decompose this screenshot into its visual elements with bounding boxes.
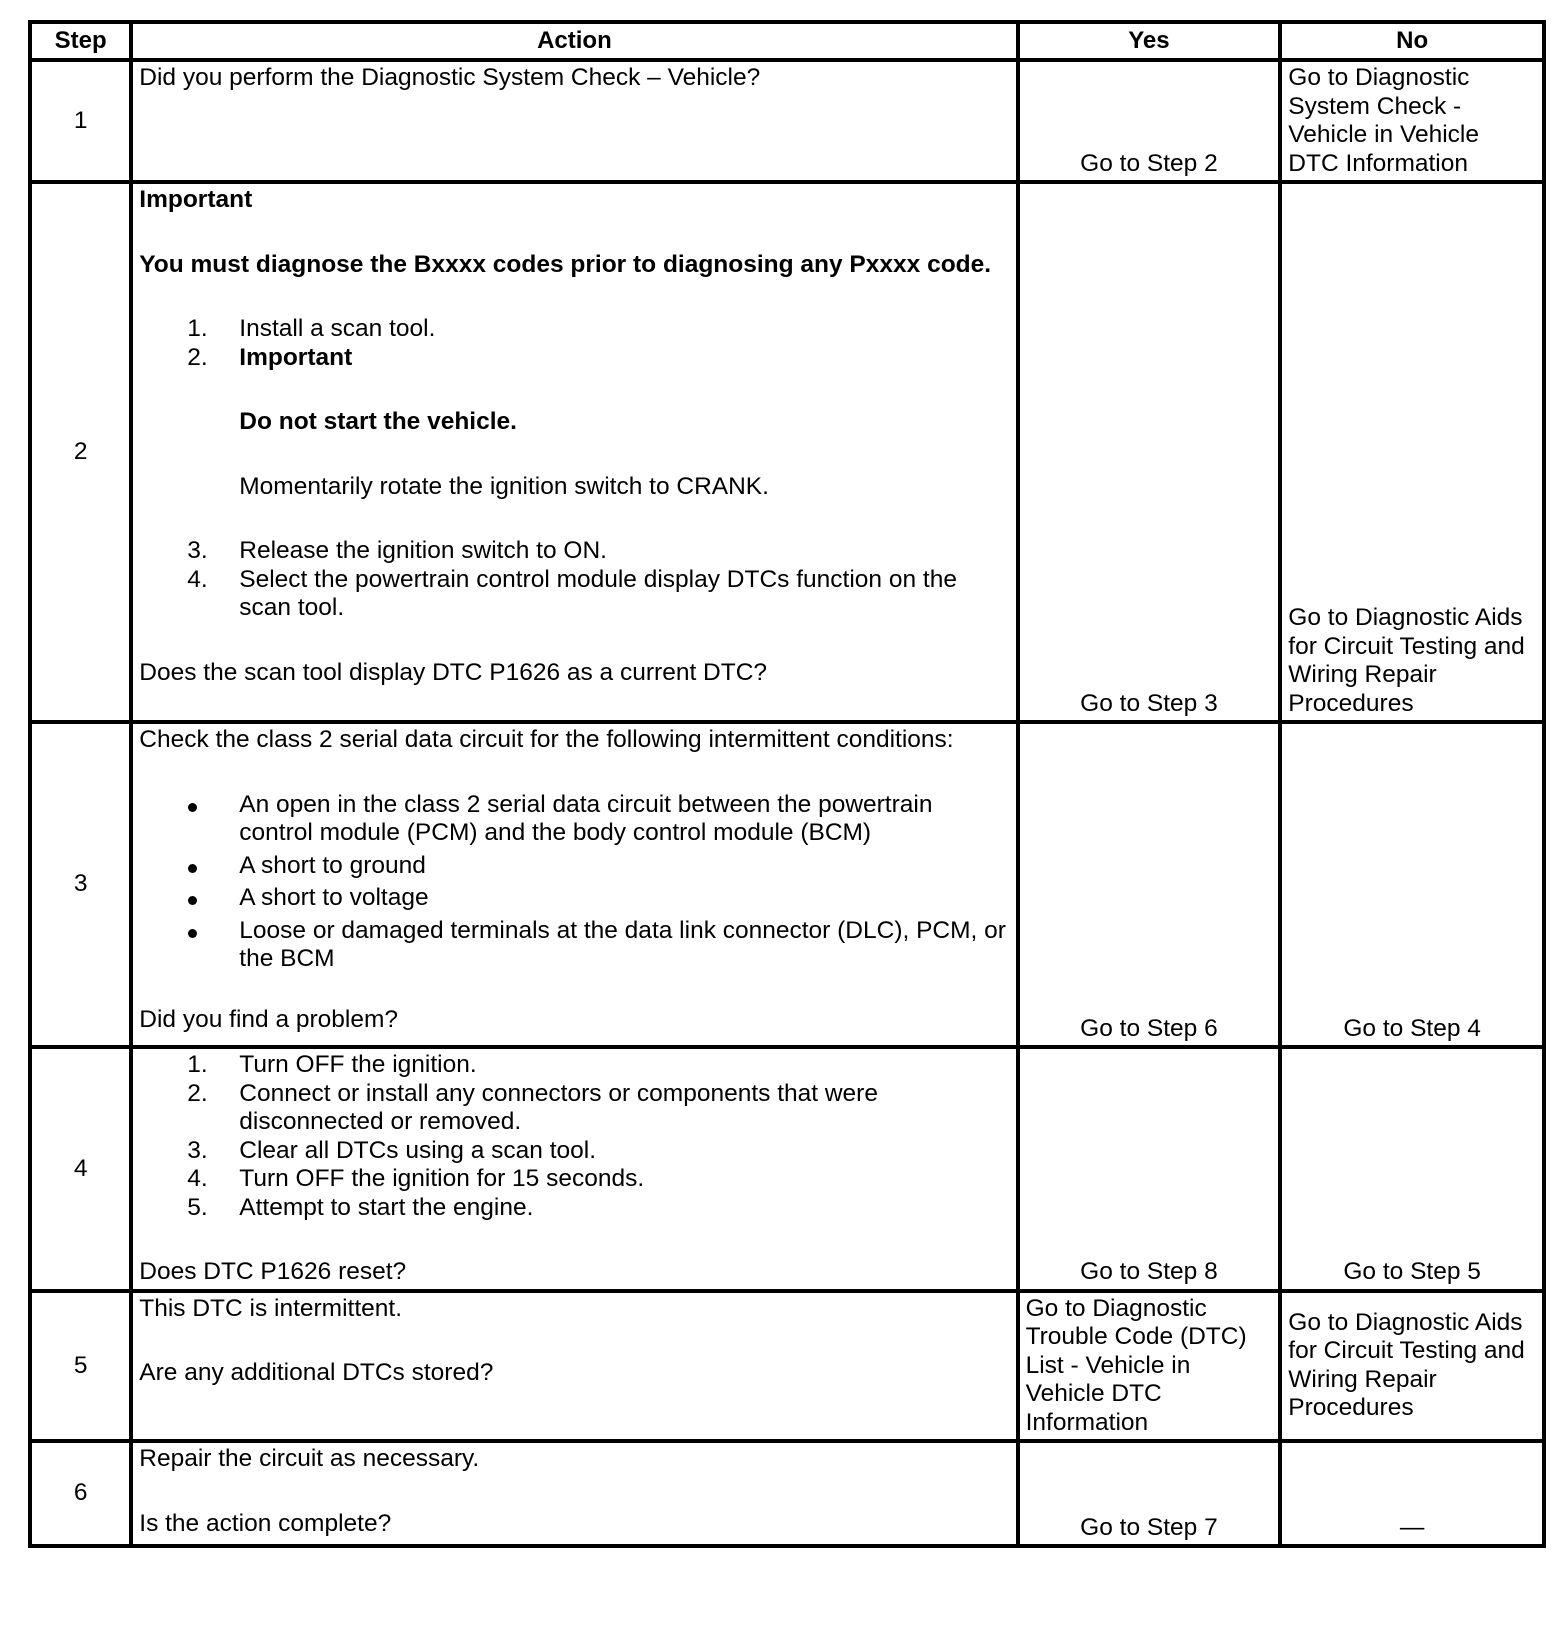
step-number: 1: [30, 60, 131, 182]
item-number: 5.: [187, 1193, 208, 1221]
list-item: [139, 791, 1009, 848]
item-text: Install a scan tool.: [239, 315, 436, 342]
header-no: No: [1280, 22, 1544, 60]
intro-text: Repair the circuit as necessary.: [139, 1445, 480, 1472]
bullet: [188, 929, 197, 938]
item-number: 2.: [187, 1079, 208, 1107]
item-number: 4.: [187, 1165, 208, 1192]
item-text: Release the ignition switch to ON.: [239, 537, 607, 564]
header-action: Action: [131, 22, 1017, 60]
no-cell: Go to Diagnostic Aids for Circuit Testing and Wiring Repair Procedures: [1280, 182, 1544, 722]
bullet: [188, 803, 197, 812]
table-row: [30, 60, 1544, 182]
item-text: Connect or install any connectors or components that were disconnected or removed.: [239, 1079, 878, 1135]
item-number: 1.: [187, 1051, 208, 1078]
table-row: [30, 722, 1544, 1047]
header-row: [30, 22, 1544, 60]
action-cell: [131, 182, 1017, 722]
important-text: You must diagnose the Bxxxx codes prior to diagnosing any Pxxxx code.: [139, 250, 992, 278]
action-cell: [131, 722, 1017, 1047]
yes-cell: Go to Step 2: [1018, 60, 1281, 182]
bullet: [188, 864, 197, 873]
list-item: [139, 315, 1009, 344]
table-row: [30, 1047, 1544, 1291]
no-cell: Go to Step 5: [1280, 1047, 1544, 1291]
action-cell: [131, 1441, 1017, 1546]
question-text: Did you find a problem?: [139, 1005, 399, 1033]
question-text: Does DTC P1626 reset?: [139, 1258, 407, 1285]
list-item: [139, 566, 1009, 623]
step-number: 4: [30, 1047, 131, 1291]
list-item: [139, 1137, 1009, 1166]
step-number: 6: [30, 1441, 131, 1546]
header-yes: Yes: [1018, 22, 1281, 60]
item-text: An open in the class 2 serial data circuit between the powertrain control module (PCM) and the body control module (BCM): [239, 790, 933, 846]
no-cell: Go to Diagnostic Aids for Circuit Testing and Wiring Repair Procedures: [1280, 1291, 1544, 1442]
bullet: [188, 896, 197, 905]
no-cell: Go to Step 4: [1280, 722, 1544, 1047]
header-step: Step: [30, 22, 131, 60]
table-row: [30, 182, 1544, 722]
action-cell: [131, 1047, 1017, 1291]
question-text: Did you perform the Diagnostic System Check – Vehicle?: [139, 64, 761, 91]
no-cell: Go to Diagnostic System Check - Vehicle in Vehicle DTC Information: [1280, 60, 1544, 182]
item-text: A short to voltage: [239, 884, 429, 911]
list-item: [139, 1051, 1009, 1080]
table-row: [30, 1291, 1544, 1442]
table-row: [30, 1441, 1544, 1546]
procedure-list: [139, 1051, 1009, 1222]
item-text: Loose or damaged terminals at the data link connector (DLC), PCM, or the BCM: [239, 916, 1006, 972]
note-bold: Do not start the vehicle.: [239, 408, 517, 435]
item-number: 3.: [187, 1136, 208, 1164]
question-text: Is the action complete?: [139, 1509, 392, 1537]
item-text: Important: [239, 343, 353, 371]
list-item: [139, 1194, 1009, 1223]
step-number: 2: [30, 182, 131, 722]
yes-cell: Go to Step 7: [1018, 1441, 1281, 1546]
list-item: [139, 1080, 1009, 1137]
yes-cell: Go to Diagnostic Trouble Code (DTC) List - Vehicle in Vehicle DTC Information: [1018, 1291, 1281, 1442]
item-text: Select the powertrain control module display DTCs function on the scan tool.: [239, 565, 957, 621]
step-number: 3: [30, 722, 131, 1047]
procedure-list: [139, 315, 1009, 623]
intro-text: This DTC is intermittent.: [139, 1294, 403, 1322]
item-text: A short to ground: [239, 851, 426, 879]
list-item: [139, 1165, 1009, 1194]
item-number: 2.: [187, 343, 208, 371]
yes-cell: Go to Step 6: [1018, 722, 1281, 1047]
item-number: 4.: [187, 565, 208, 593]
no-cell: —: [1280, 1441, 1544, 1546]
list-item: [139, 884, 1009, 913]
question-text: Does the scan tool display DTC P1626 as a current DTC?: [139, 658, 768, 686]
item-text: Attempt to start the engine.: [239, 1193, 534, 1221]
list-item: [139, 917, 1009, 974]
intro-text: Check the class 2 serial data circuit for the following intermittent conditions:: [139, 726, 954, 753]
important-title: Important: [139, 186, 253, 213]
yes-cell: Go to Step 8: [1018, 1047, 1281, 1291]
step-number: 5: [30, 1291, 131, 1442]
question-text: Are any additional DTCs stored?: [139, 1359, 494, 1386]
action-cell: [131, 60, 1017, 182]
item-number: 3.: [187, 537, 208, 564]
item-text: Turn OFF the ignition.: [239, 1051, 477, 1078]
diagnostic-table: [28, 20, 1546, 1548]
list-item: [139, 537, 1009, 566]
list-item: [139, 852, 1009, 881]
action-cell: [131, 1291, 1017, 1442]
item-text: Clear all DTCs using a scan tool.: [239, 1136, 597, 1164]
item-text: Turn OFF the ignition for 15 seconds.: [239, 1165, 645, 1192]
list-item: [139, 344, 1009, 538]
note-text: Momentarily rotate the ignition switch to CRANK.: [239, 472, 769, 500]
yes-cell: Go to Step 3: [1018, 182, 1281, 722]
condition-list: [139, 791, 1009, 974]
item-number: 1.: [187, 315, 208, 342]
